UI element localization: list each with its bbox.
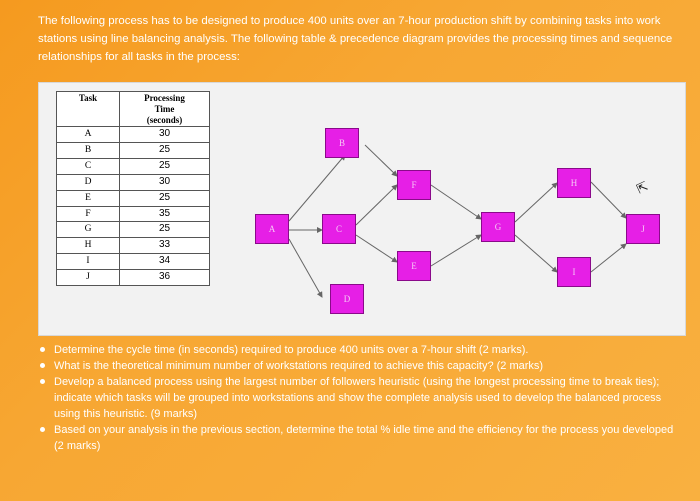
time-cell: 25 [120,158,210,174]
arrow-c-f [356,185,397,225]
bullet-icon [40,427,45,432]
time-cell: 36 [120,270,210,286]
task-cell: C [57,158,120,174]
time-header-line-1: Processing [144,93,185,103]
arrow-g-i [515,235,557,272]
node-d: D [330,284,364,314]
arrow-e-g [431,235,481,266]
question-item [38,374,683,422]
arrow-c-e [356,235,397,262]
node-j: J [626,214,660,244]
mouse-pointer-icon: ⇱ [634,178,651,197]
question-text: What is the theoretical minimum number of workstations required to achieve this capacity? (2 marks) [54,360,544,372]
arrow-g-h [515,183,557,222]
bullet-icon [40,347,45,352]
intro-paragraph: The following process has to be designed to produce 400 units over an 7-hour production shift by combining tasks into work stations using line balancing analysis. The following table & precedence diagram provides the processing times and sequence relationships for all tasks in the process: [38,15,673,63]
time-header-line-2: Time [154,104,175,114]
task-cell: F [57,206,120,222]
task-cell: B [57,142,120,158]
arrow-i-j [591,244,626,272]
node-h: H [557,168,591,198]
node-e: E [397,251,431,281]
question-item [38,422,683,454]
time-cell: 34 [120,254,210,270]
task-cell: H [57,238,120,254]
arrow-b-f [365,145,397,176]
question-text: Based on your analysis in the previous section, determine the total % idle time and the efficiency for the process you developed (2 marks) [54,424,674,452]
question-item [38,342,683,358]
arrow-h-j [591,182,626,218]
node-g: G [481,212,515,242]
question-list [38,342,683,454]
question-item [38,358,683,374]
time-cell: 30 [120,174,210,190]
node-b: B [325,128,359,158]
time-cell: 25 [120,142,210,158]
bullet-icon [40,379,45,384]
question-text: Develop a balanced process using the largest number of followers heuristic (using the longest processing time to break ties); indicate which tasks will be grouped into workstations and show the complete analysis used to develop the balanced process using this heuristic. (9 marks) [54,376,662,420]
task-cell: D [57,174,120,190]
task-cell: G [57,222,120,238]
time-cell: 30 [120,127,210,143]
node-i: I [557,257,591,287]
time-header-line-3: (seconds) [146,115,183,125]
question-text: Determine the cycle time (in seconds) required to produce 400 units over a 7-hour shift (2 marks). [54,344,529,356]
task-column-header: Task [57,92,120,127]
arrow-a-b [289,155,345,221]
arrow-f-g [431,185,481,219]
task-cell: I [57,254,120,270]
arrow-a-d [289,239,322,297]
task-cell: J [57,270,120,286]
bullet-icon [40,363,45,368]
time-cell: 33 [120,238,210,254]
task-cell: A [57,127,120,143]
time-cell: 25 [120,190,210,206]
node-f: F [397,170,431,200]
node-a: A [255,214,289,244]
time-cell: 25 [120,222,210,238]
task-cell: E [57,190,120,206]
node-c: C [322,214,356,244]
time-cell: 35 [120,206,210,222]
